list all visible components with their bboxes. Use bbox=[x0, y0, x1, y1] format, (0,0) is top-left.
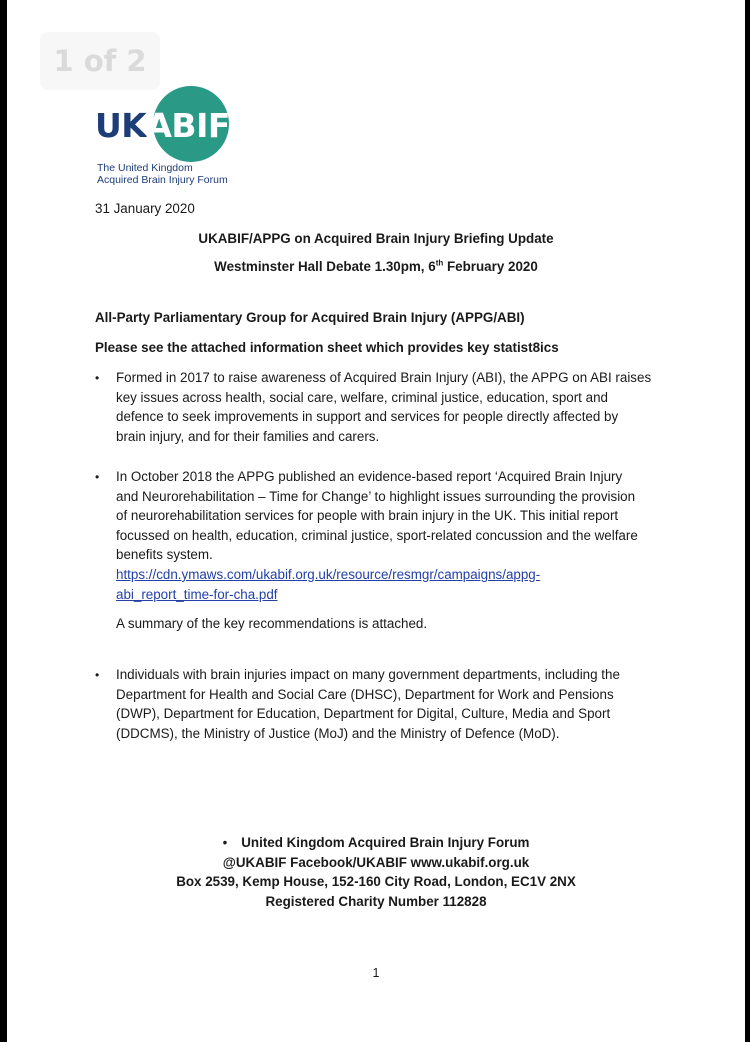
ukabif-logo bbox=[95, 84, 255, 190]
footer bbox=[7, 833, 745, 911]
document-title: UKABIF/APPG on Acquired Brain Injury Briefing Update bbox=[198, 231, 554, 246]
report-link[interactable]: https://cdn.ymaws.com/ukabif.org.uk/resource/resmgr/campaigns/appg- abi_report_time-for-cha.pdf bbox=[116, 566, 541, 602]
document-page bbox=[7, 0, 745, 1042]
bullet-item: In October 2018 the APPG published an evidence-based report ‘Acquired Brain Injury and Neurorehabilitation – Time for Change’ to highlight issues surrounding the provision of neurorehabilitation services for people with brain injury in the UK. This initial report focussed on health, education, criminal justice, sport-related concussion and the welfare benefits system. https://cdn.ymaws.com/ukabif.org.uk/resource/resmgr/campaigns/appg- abi_report_time-for-cha.pdf A summary of the key recommendations is attached. bbox=[116, 467, 676, 634]
footer-social: @UKABIF Facebook/UKABIF www.ukabif.org.uk bbox=[222, 854, 530, 870]
page-number: 1 bbox=[372, 966, 380, 980]
footer-charity: Registered Charity Number 112828 bbox=[265, 893, 487, 909]
group-heading: All-Party Parliamentary Group for Acquired Brain Injury (APPG/ABI) bbox=[95, 310, 525, 325]
bullet-marker: • bbox=[95, 371, 100, 385]
footer-org: • United Kingdom Acquired Brain Injury Forum bbox=[222, 835, 530, 850]
debate-line: Westminster Hall Debate 1.30pm, 6th February 2020 bbox=[214, 258, 538, 274]
info-sheet-note: Please see the attached information sheet which provides key statist8ics bbox=[95, 340, 559, 355]
document-date: 31 January 2020 bbox=[95, 201, 195, 216]
logo-subtitle: The United Kingdom Acquired Brain Injury Forum bbox=[97, 162, 228, 186]
bullet-marker: • bbox=[95, 470, 100, 484]
footer-address: Box 2539, Kemp House, 152-160 City Road, London, EC1V 2NX bbox=[176, 874, 576, 890]
logo-wordmark: UKABIF bbox=[95, 106, 230, 145]
bullet-item: Formed in 2017 to raise awareness of Acquired Brain Injury (ABI), the APPG on ABI raises key issues across health, social care, welfare, criminal justice, education, sport and defence to seek improvements in support and services for people directly affected by brain injury, and for their families and carers. bbox=[116, 370, 652, 444]
bullet-item: Individuals with brain injuries impact on many government departments, including the Department for Health and Social Care (DHSC), Department for Work and Pensions (DWP), Department for Education, Department for Digital, Culture, Media and Sport (DDCMS), the Ministry of Justice (MoJ) and the Ministry of Defence (MoD). bbox=[116, 667, 620, 741]
page-indicator: 1 of 2 bbox=[40, 32, 160, 90]
bullet-marker: • bbox=[95, 668, 100, 682]
summary-note: A summary of the key recommendations is attached. bbox=[116, 616, 428, 632]
